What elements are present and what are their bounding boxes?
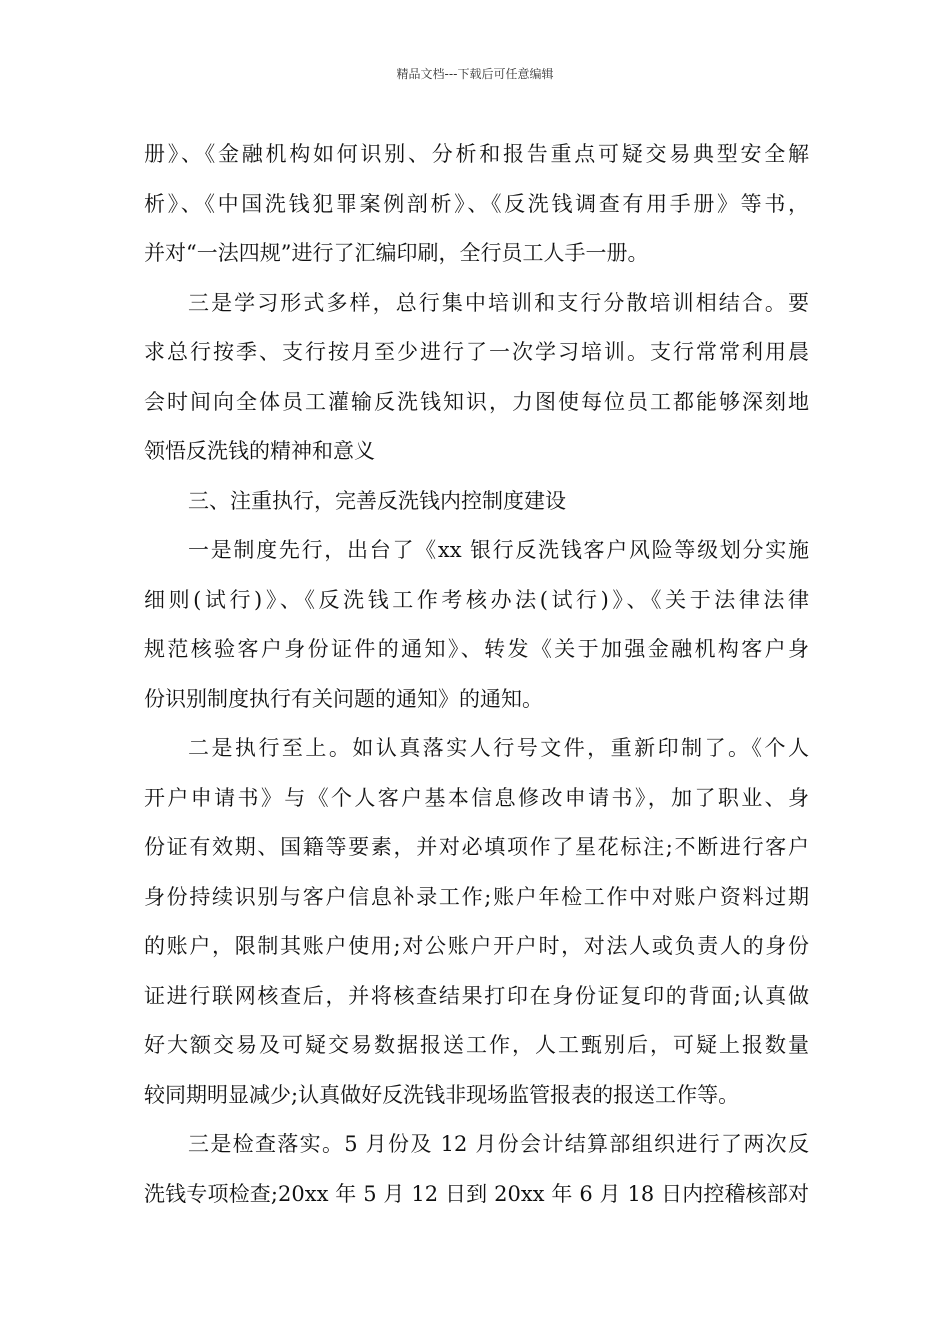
text-line: 证进行联网核查后，并将核查结果打印在身份证复印的背面;认真做 xyxy=(144,983,809,1008)
page-header: 精品文档---下载后可任意编辑 xyxy=(396,67,554,81)
text-line: 并对“一法四规”进行了汇编印刷，全行员工人手一册。 xyxy=(144,241,649,265)
text-line: 的账户，限制其账户使用;对公账户开户时，对法人或负责人的身份 xyxy=(144,934,809,958)
paragraph-first-line: 三是学习形式多样，总行集中培训和支行分散培训相结合。要 xyxy=(188,290,809,315)
text-line: 领悟反洗钱的精神和意义 xyxy=(144,439,375,463)
text-line: 开户申请书》与《个人客户基本信息修改申请书》，加了职业、身 xyxy=(144,785,809,810)
section-heading: 三、注重执行，完善反洗钱内控制度建设 xyxy=(188,488,566,513)
text-line: 份证有效期、国籍等要素，并对必填项作了星花标注;不断进行客户 xyxy=(144,835,809,859)
document-body xyxy=(144,130,809,1219)
text-line: 求总行按季、支行按月至少进行了一次学习培训。支行常常利用晨 xyxy=(144,340,809,364)
text-line: 较同期明显减少;认真做好反洗钱非现场监管报表的报送工作等。 xyxy=(144,1082,740,1107)
paragraph-first-line: 二是执行至上。如认真落实人行号文件，重新印制了。《个人 xyxy=(188,736,809,760)
text-line: 身份持续识别与客户信息补录工作;账户年检工作中对账户资料过期 xyxy=(144,884,809,909)
text-line: 析》、《中国洗钱犯罪案例剖析》、《反洗钱调查有用手册》等书， xyxy=(144,191,809,216)
text-line: 会时间向全体员工灌输反洗钱知识，力图使每位员工都能够深刻地 xyxy=(144,389,809,414)
paragraph-first-line: 三是检查落实。5 月份及 12 月份会计结算部组织进行了两次反 xyxy=(188,1132,809,1156)
text-line: 好大额交易及可疑交易数据报送工作，人工甄别后，可疑上报数量 xyxy=(144,1033,809,1057)
text-line: 洗钱专项检查;20xx 年 5 月 12 日到 20xx 年 6 月 18 日内控稽核部对 xyxy=(144,1181,809,1206)
paragraph-first-line: 一是制度先行，出台了《xx 银行反洗钱客户风险等级划分实施 xyxy=(188,538,809,562)
text-line: 规范核验客户身份证件的通知》、转发《关于加强金融机构客户身 xyxy=(144,637,809,661)
text-line: 份识别制度执行有关问题的通知》的通知。 xyxy=(144,686,543,711)
text-line: 册》、《金融机构如何识别、分析和报告重点可疑交易典型安全解 xyxy=(144,142,809,166)
text-line: 细则(试行)》、《反洗钱工作考核办法(试行)》、《关于法律法律 xyxy=(144,587,809,612)
